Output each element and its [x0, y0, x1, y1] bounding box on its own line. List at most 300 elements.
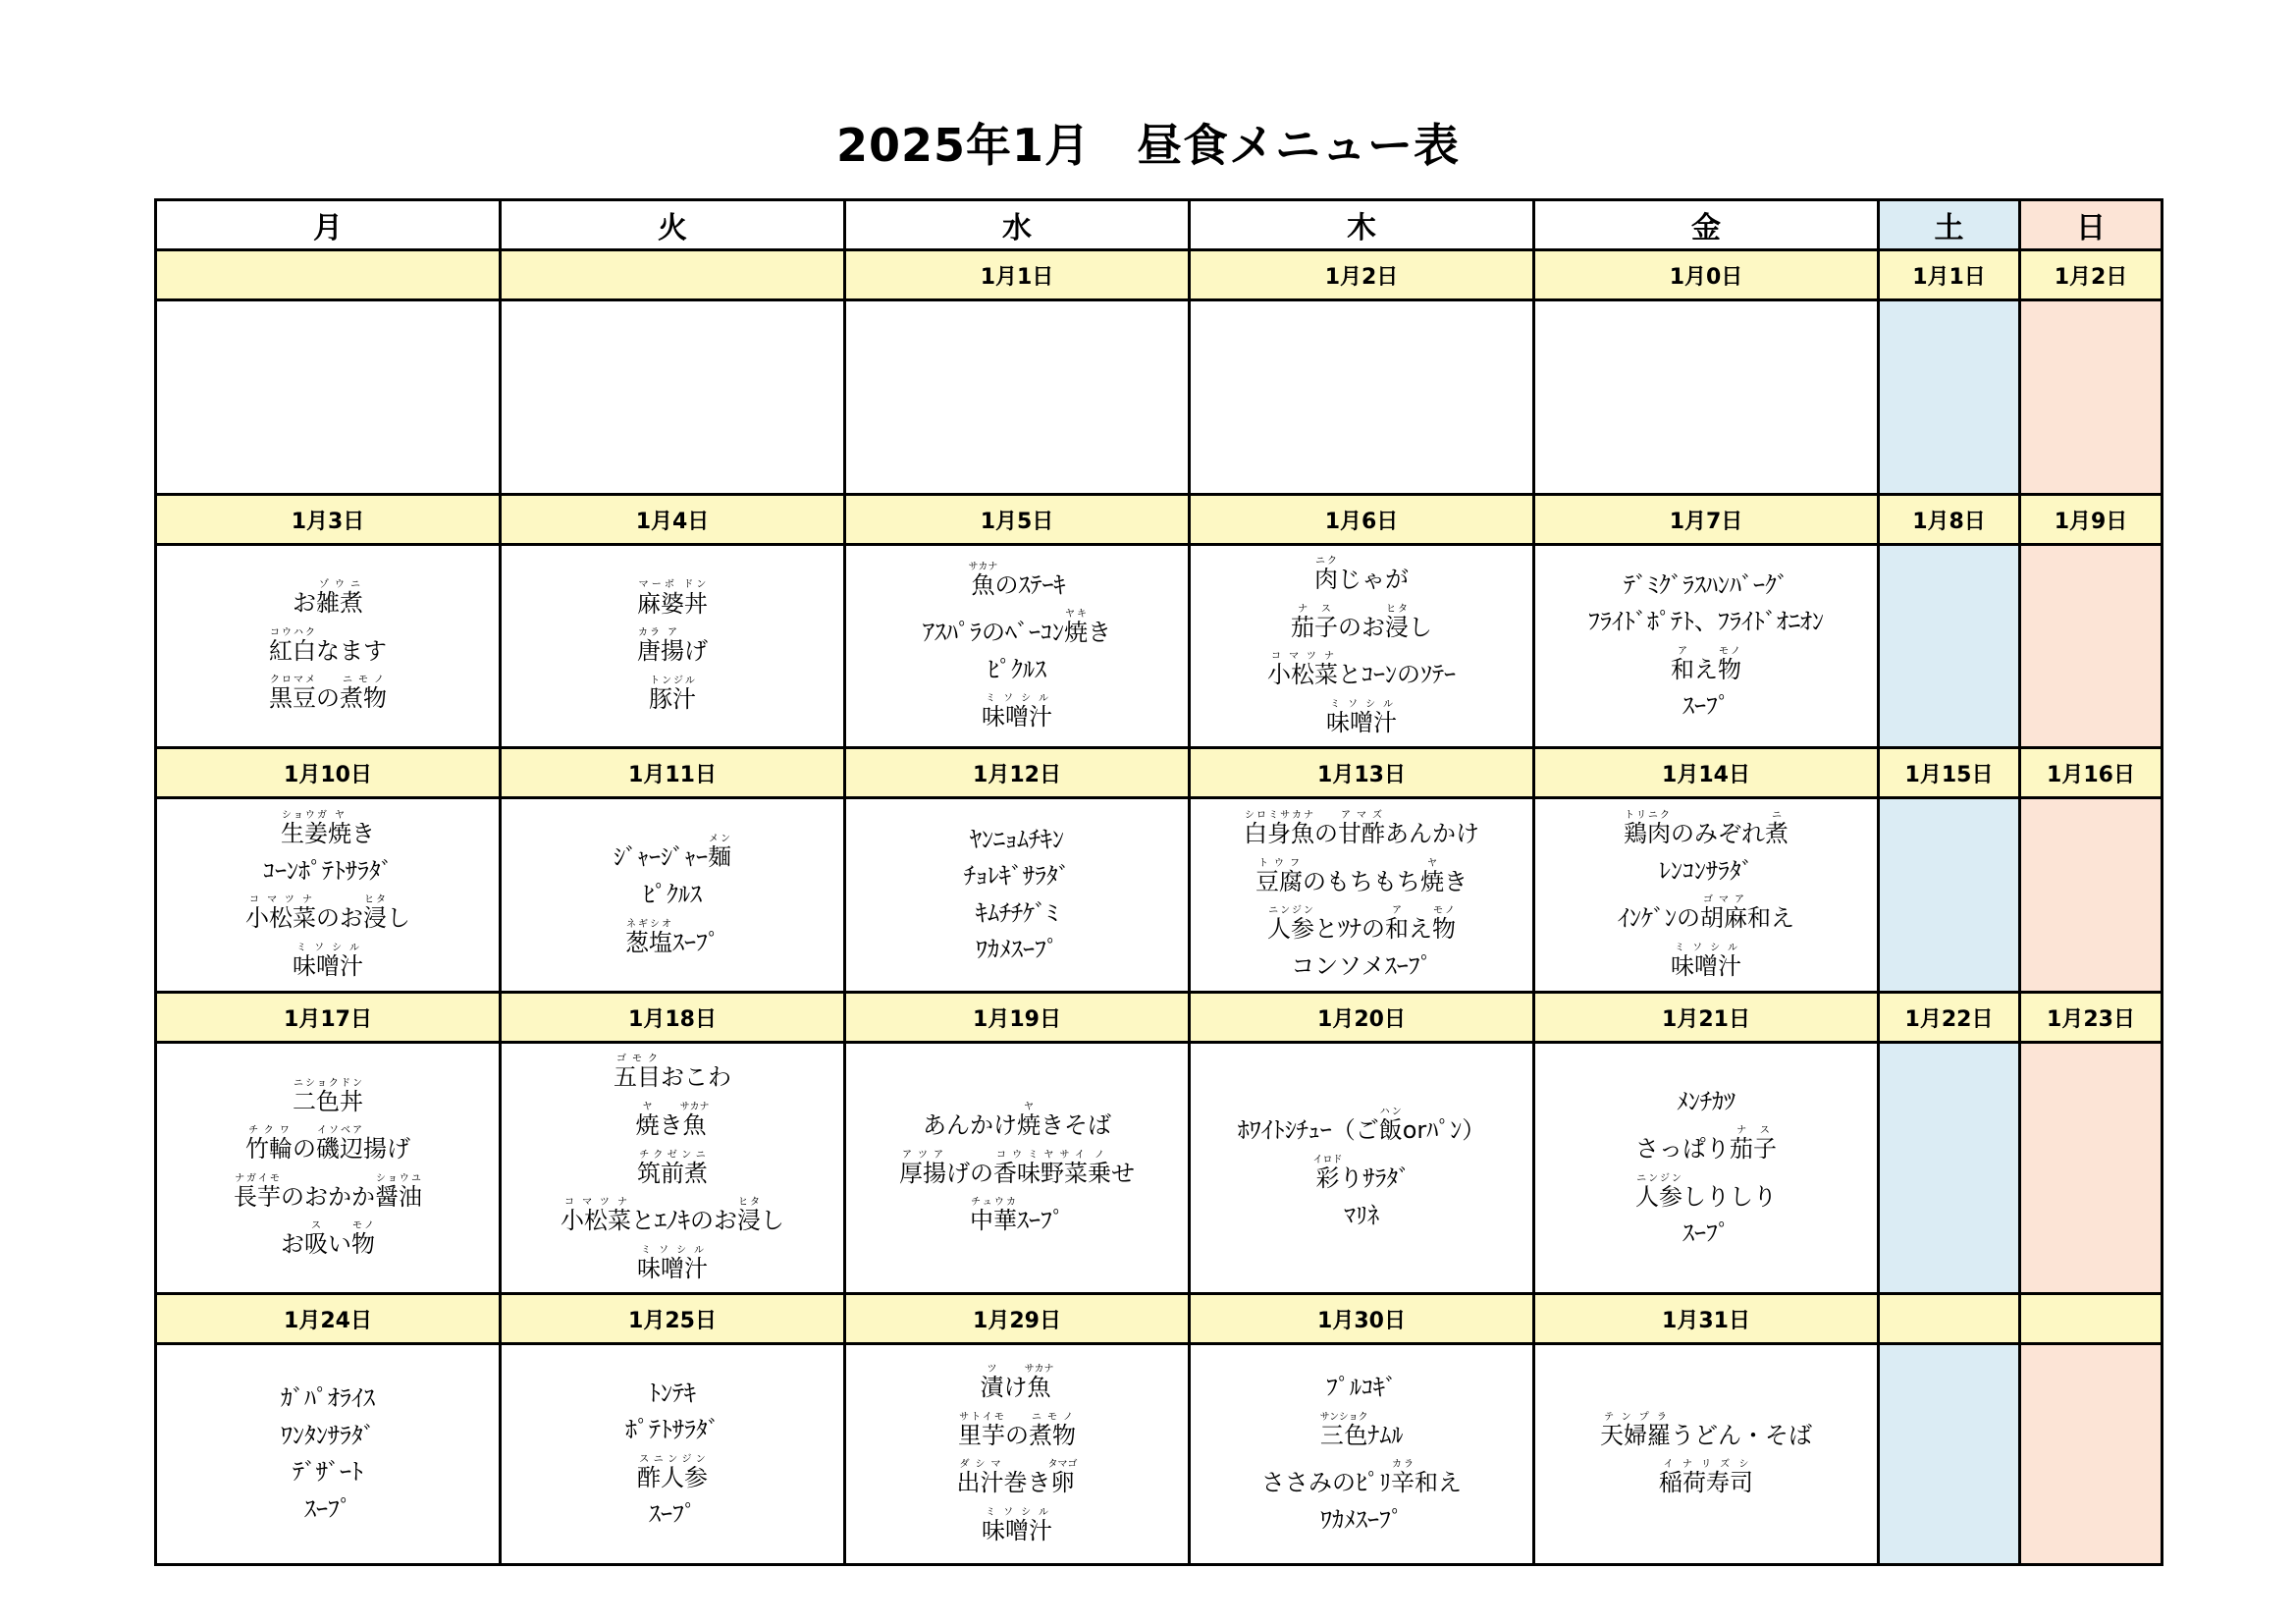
menu-item-kanji	[649, 675, 696, 713]
furigana: モノ	[351, 1220, 375, 1232]
menu-item-kanji	[234, 1172, 281, 1211]
date-cell-thu: 1月30日	[1190, 1294, 1534, 1344]
menu-item-text: 鶏肉	[1624, 820, 1671, 848]
menu-item	[502, 1417, 843, 1444]
date-row	[156, 1294, 2163, 1344]
menu-item-kanji	[1730, 1125, 1777, 1164]
menu-item-kanji	[982, 693, 1052, 731]
menu-cell-tue	[501, 300, 845, 495]
furigana: アツア	[899, 1149, 946, 1161]
menu-item-text: 焼	[1017, 1110, 1041, 1139]
menu-item-text: け	[1003, 1374, 1028, 1402]
menu-item	[1535, 1412, 1877, 1450]
menu-item	[1191, 1507, 1532, 1535]
menu-item	[502, 1501, 843, 1529]
furigana: ヤ	[1420, 857, 1444, 869]
menu-item	[502, 627, 843, 666]
menu-item-text: 焼	[328, 820, 351, 848]
menu-item	[157, 858, 499, 886]
furigana: ニモノ	[340, 675, 387, 686]
menu-item-text: ﾜﾝﾀﾝｻﾗﾀﾞ	[281, 1421, 375, 1449]
furigana: モノ	[1432, 905, 1456, 917]
menu-item-kanji	[1319, 1411, 1368, 1449]
date-cell-mon: 1月10日	[156, 748, 501, 798]
furigana: ニモノ	[1029, 1411, 1076, 1423]
menu-item-text: 豚汁	[649, 684, 696, 713]
menu-item-kanji	[351, 1220, 375, 1259]
menu-item-text: ﾃﾞｻﾞｰﾄ	[293, 1458, 363, 1487]
menu-item-kanji	[269, 626, 316, 665]
menu-cell-tue	[501, 1344, 845, 1565]
menu-cell-thu	[1190, 1344, 1534, 1565]
menu-cell-wed	[845, 798, 1190, 993]
menu-item-kanji	[958, 1411, 1005, 1449]
menu-item	[157, 579, 499, 618]
menu-item	[1191, 858, 1532, 896]
menu-item	[157, 1385, 499, 1413]
date-cell-sat	[1879, 1294, 2020, 1344]
date-cell-tue: 1月4日	[501, 495, 845, 545]
menu-item-text: ﾌﾟﾙｺｷﾞ	[1326, 1374, 1397, 1402]
date-cell-fri: 1月21日	[1534, 993, 1879, 1043]
menu-item-kanji	[1432, 905, 1456, 944]
menu-item-text: 茄子	[1730, 1135, 1777, 1164]
furigana: ス	[304, 1220, 328, 1232]
menu-item-text: ﾏﾘﾈ	[1344, 1201, 1379, 1229]
menu-item-text: 焼	[1420, 867, 1444, 895]
date-cell-mon	[156, 250, 501, 300]
menu-cell-thu	[1190, 1043, 1534, 1294]
menu-item-text: 厚揚	[899, 1159, 946, 1187]
menu-cell-sun	[2020, 798, 2163, 993]
menu-item-text: 物	[1432, 915, 1456, 944]
menu-item-text: 魚	[968, 570, 998, 599]
date-row	[156, 250, 2163, 300]
menu-item-text: 揚	[661, 637, 684, 666]
date-cell-sat: 1月22日	[1879, 993, 2020, 1043]
menu-item-text: ﾃﾞﾐｸﾞﾗｽﾊﾝﾊﾞｰｸﾞ	[1624, 570, 1789, 599]
menu-item-text: 人参	[1267, 915, 1314, 944]
weekday-header-sun: 日	[2020, 200, 2163, 250]
menu-cell-mon	[156, 545, 501, 748]
menu-item	[1535, 894, 1877, 933]
menu-item-text: 浸	[737, 1207, 761, 1235]
menu-row	[156, 545, 2163, 748]
menu-item-text: 小松菜	[1267, 661, 1338, 689]
menu-cell-fri	[1534, 300, 1879, 495]
menu-calendar-table	[154, 198, 2163, 1566]
menu-item-text: ｽｰﾌﾟ	[1682, 1219, 1730, 1248]
menu-item-text: 吸	[304, 1230, 328, 1259]
date-cell-tue: 1月11日	[501, 748, 845, 798]
menu-item-text: 胡麻	[1700, 904, 1747, 933]
menu-item-text: 和え	[1415, 1469, 1462, 1497]
furigana: メン	[708, 834, 731, 845]
furigana: ヤ	[328, 810, 351, 822]
menu-item	[502, 1197, 843, 1235]
menu-item	[157, 894, 499, 933]
menu-cell-thu	[1190, 545, 1534, 748]
menu-item-text: 人参	[1635, 1182, 1682, 1211]
menu-item-text: ﾚﾝｺﾝｻﾗﾀﾞ	[1659, 856, 1753, 885]
menu-item	[1191, 1155, 1532, 1193]
menu-item-text: 肉	[1314, 566, 1338, 593]
furigana: ア	[1385, 905, 1409, 917]
menu-item-kanji	[1326, 698, 1397, 736]
furigana: ヤ	[635, 1101, 660, 1112]
menu-item-kanji	[637, 1453, 708, 1491]
menu-item-kanji	[1064, 609, 1088, 647]
menu-item	[846, 1102, 1188, 1140]
menu-item-text: い	[328, 1230, 351, 1259]
menu-item-text: ｼﾞｬｰｼﾞｬｰ	[614, 843, 708, 872]
menu-item	[846, 900, 1188, 928]
menu-item	[157, 810, 499, 848]
menu-item-text: 漬	[980, 1374, 1004, 1402]
menu-item-kanji	[637, 1149, 708, 1187]
menu-item-text: ささみのﾋﾟﾘ	[1261, 1469, 1391, 1497]
menu-item-kanji	[304, 1220, 328, 1259]
menu-item-kanji	[561, 1197, 631, 1235]
furigana: ミソシル	[982, 1506, 1052, 1518]
menu-item	[1535, 1089, 1877, 1116]
menu-item-text: あんかけ	[1385, 820, 1479, 848]
menu-item-text: さっぱり	[1635, 1135, 1730, 1164]
menu-item-text: のお	[1338, 613, 1385, 641]
menu-item	[1535, 810, 1877, 848]
menu-item-text: お	[293, 589, 316, 618]
menu-item-text: 小松菜	[245, 904, 316, 933]
furigana: スニンジン	[637, 1453, 708, 1465]
date-cell-mon: 1月3日	[156, 495, 501, 545]
menu-item	[1535, 943, 1877, 981]
menu-item	[1191, 556, 1532, 594]
menu-item	[157, 675, 499, 713]
menu-item-text: のｽﾃｰｷ	[994, 570, 1066, 599]
menu-cell-thu	[1190, 300, 1534, 495]
furigana: サンショク	[1319, 1411, 1368, 1423]
date-cell-wed: 1月5日	[845, 495, 1190, 545]
furigana: ナス	[1730, 1125, 1777, 1137]
menu-item-kanji	[1024, 1364, 1054, 1402]
furigana: ゴマア	[1700, 894, 1747, 906]
menu-item-kanji	[328, 810, 351, 848]
menu-item	[1535, 858, 1877, 886]
menu-cell-thu	[1190, 798, 1534, 993]
date-cell-thu: 1月20日	[1190, 993, 1534, 1043]
menu-item-text: 彩	[1312, 1164, 1343, 1193]
menu-item-kanji	[1017, 1101, 1041, 1139]
menu-item	[1191, 810, 1532, 848]
menu-cell-tue	[501, 798, 845, 993]
menu-item-text: とﾂﾅの	[1314, 915, 1385, 944]
menu-item	[502, 1245, 843, 1283]
menu-item-text: おこわ	[661, 1063, 731, 1092]
menu-cell-tue	[501, 545, 845, 748]
furigana: ミソシル	[1326, 698, 1397, 710]
menu-item-kanji	[281, 810, 328, 848]
menu-item-text: 黒豆	[269, 684, 316, 713]
menu-item-text: 和	[1385, 915, 1409, 944]
menu-item-kanji	[269, 675, 316, 713]
furigana: ニク	[1314, 556, 1338, 567]
menu-item	[157, 1220, 499, 1259]
menu-item-kanji	[1765, 810, 1789, 848]
furigana: ショウガ	[281, 810, 328, 822]
menu-item	[846, 1150, 1188, 1188]
menu-cell-sun	[2020, 545, 2163, 748]
menu-item	[1191, 905, 1532, 944]
menu-item-kanji	[1029, 1411, 1076, 1449]
menu-item-text: せ	[1111, 1159, 1135, 1187]
furigana: コマツナ	[1267, 651, 1338, 663]
menu-item-text: 出汁	[956, 1469, 1004, 1497]
menu-item-text: ｷﾑﾁﾁｹﾞﾐ	[976, 898, 1058, 927]
weekday-header-thu: 木	[1190, 200, 1534, 250]
menu-item	[502, 882, 843, 909]
date-cell-fri: 1月0日	[1534, 250, 1879, 300]
furigana: ナガイモ	[234, 1172, 281, 1184]
menu-item-text: ｽｰﾌﾟ	[672, 928, 720, 956]
weekday-header-sat: 土	[1879, 200, 2020, 250]
menu-cell-wed	[845, 545, 1190, 748]
menu-item-kanji	[316, 579, 363, 618]
menu-item-text: 味噌汁	[293, 951, 363, 980]
menu-item-kanji	[293, 1077, 363, 1115]
date-cell-tue	[501, 250, 845, 300]
menu-item-kanji	[340, 675, 387, 713]
weekday-header-wed: 水	[845, 200, 1190, 250]
menu-item	[1191, 1203, 1532, 1230]
furigana: ア	[1671, 645, 1694, 657]
furigana: トリニク	[1624, 810, 1671, 822]
menu-cell-mon	[156, 300, 501, 495]
menu-item-text: げの	[946, 1159, 993, 1187]
menu-item	[846, 863, 1188, 891]
menu-item-text: 竹輪	[245, 1135, 293, 1164]
menu-item	[846, 1507, 1188, 1545]
furigana: ツ	[980, 1364, 1004, 1376]
menu-item-kanji	[1255, 857, 1303, 895]
menu-item-text: き	[351, 820, 375, 848]
furigana: サカナ	[968, 561, 998, 572]
menu-item-text: 二色丼	[293, 1087, 363, 1115]
menu-item-text: ｲﾝｹﾞﾝの	[1618, 904, 1700, 933]
menu-cell-sat	[1879, 1043, 2020, 1294]
furigana: ナス	[1291, 603, 1338, 615]
menu-item	[1535, 646, 1877, 684]
menu-item-text: うどん・そば	[1671, 1421, 1812, 1449]
menu-item-text: ﾎﾜｲﾄｼﾁｭｰ（ご	[1237, 1116, 1379, 1145]
menu-item-kanji	[245, 894, 316, 933]
furigana: サトイモ	[958, 1411, 1005, 1423]
date-row	[156, 748, 2163, 798]
menu-item-text: ｶﾞﾊﾟｵﾗｲｽ	[281, 1384, 375, 1413]
menu-row	[156, 798, 2163, 993]
menu-item-text: ｽｰﾌﾟ	[649, 1500, 696, 1529]
furigana: ニ	[1765, 810, 1789, 822]
furigana: ニショクドン	[293, 1077, 363, 1089]
menu-item-kanji	[1047, 1459, 1078, 1497]
menu-item	[1191, 604, 1532, 642]
date-cell-sun	[2020, 1294, 2163, 1344]
menu-item-kanji	[637, 578, 708, 618]
menu-item	[1191, 1375, 1532, 1402]
menu-item-text: 卵	[1047, 1469, 1078, 1497]
menu-item	[1191, 699, 1532, 737]
furigana: イロド	[1312, 1155, 1343, 1166]
menu-item	[502, 1454, 843, 1492]
menu-item-kanji	[637, 1244, 708, 1282]
menu-row	[156, 1344, 2163, 1565]
menu-cell-mon	[156, 798, 501, 993]
date-cell-tue: 1月25日	[501, 1294, 845, 1344]
furigana: カラ	[1391, 1459, 1415, 1471]
menu-item-text: 稲荷寿司	[1659, 1469, 1753, 1497]
date-cell-wed: 1月12日	[845, 748, 1190, 798]
menu-item-text: 香味野菜	[993, 1159, 1088, 1187]
menu-item-kanji	[363, 894, 387, 933]
date-cell-wed: 1月1日	[845, 250, 1190, 300]
furigana: クロマメ	[269, 675, 316, 686]
menu-item-text: 浸	[1385, 613, 1409, 641]
menu-item-text: 唐	[637, 637, 661, 666]
menu-cell-fri	[1534, 1043, 1879, 1294]
menu-item	[502, 834, 843, 872]
menu-item-text: 生姜	[281, 820, 328, 848]
furigana: アマズ	[1338, 810, 1385, 822]
menu-item	[157, 1423, 499, 1450]
menu-item	[502, 1054, 843, 1092]
furigana: コウミヤサイ	[993, 1149, 1088, 1161]
furigana: モノ	[1718, 645, 1741, 657]
menu-item-kanji	[1671, 645, 1694, 683]
menu-cell-sun	[2020, 1043, 2163, 1294]
menu-item-kanji	[375, 1172, 422, 1211]
furigana: ショウユ	[375, 1172, 422, 1184]
page-title: 2025年1月 昼食メニュー表	[835, 119, 1461, 172]
menu-item-text: 茄子	[1291, 613, 1338, 641]
menu-item	[846, 937, 1188, 964]
menu-cell-fri	[1534, 798, 1879, 993]
menu-item-text: きそば	[1041, 1110, 1111, 1139]
menu-item-text: 紅白	[269, 636, 316, 665]
menu-item-text: 煮物	[340, 684, 387, 713]
menu-item-kanji	[635, 1101, 660, 1139]
menu-item-text: じゃが	[1338, 566, 1409, 593]
menu-item-text: のもちもち	[1303, 867, 1420, 895]
menu-item	[846, 827, 1188, 854]
menu-item-text: 味噌汁	[637, 1254, 708, 1282]
menu-item-text: 揚げ	[363, 1135, 410, 1164]
menu-item	[157, 1125, 499, 1164]
furigana: ミソシル	[982, 693, 1052, 705]
menu-item-text: の	[293, 1135, 316, 1164]
furigana: ヒタ	[737, 1197, 761, 1209]
menu-cell-sat	[1879, 798, 2020, 993]
date-cell-sat: 1月15日	[1879, 748, 2020, 798]
menu-item-text: ｽｰﾌﾟ	[304, 1494, 351, 1523]
menu-item-kanji	[1267, 905, 1314, 944]
menu-item-kanji	[1291, 603, 1338, 641]
menu-item	[502, 1380, 843, 1408]
menu-item-text: 焼	[1064, 619, 1088, 647]
furigana: ミソシル	[293, 942, 363, 953]
menu-item-text: 和	[1671, 655, 1694, 683]
furigana: ゴモク	[614, 1054, 661, 1065]
date-cell-mon: 1月17日	[156, 993, 501, 1043]
menu-item-text: 白身魚	[1244, 820, 1314, 848]
menu-item-text: のおかか	[281, 1182, 375, 1211]
menu-cell-fri	[1534, 545, 1879, 748]
menu-item-kanji	[1088, 1149, 1111, 1187]
menu-item-text: 煮物	[1029, 1421, 1076, 1449]
menu-item-text: 巻き	[1003, 1469, 1051, 1497]
menu-item	[1535, 693, 1877, 721]
menu-item-kanji	[625, 918, 672, 956]
furigana: イナリズシ	[1659, 1459, 1753, 1471]
menu-item	[502, 1102, 843, 1140]
menu-item-text: の	[1314, 820, 1338, 848]
menu-item-text: 魚	[679, 1110, 710, 1139]
menu-item-text: し	[1409, 613, 1432, 641]
furigana: ゾウニ	[316, 579, 363, 591]
menu-item	[846, 609, 1188, 647]
furigana: タマゴ	[1047, 1459, 1078, 1471]
furigana: ア	[661, 627, 684, 639]
menu-item	[1535, 1459, 1877, 1497]
menu-item-text: 酢人参	[637, 1463, 708, 1491]
menu-item	[846, 1364, 1188, 1402]
date-cell-mon: 1月24日	[156, 1294, 501, 1344]
menu-item-text: ﾌﾗｲﾄﾞﾎﾟﾃﾄ、ﾌﾗｲﾄﾞｵﾆｵﾝ	[1588, 608, 1824, 636]
weekday-header-row	[156, 200, 2163, 250]
menu-item	[1191, 1107, 1532, 1145]
menu-item-kanji	[1312, 1155, 1343, 1193]
menu-item	[157, 1459, 499, 1487]
menu-item-text: のみぞれ	[1671, 820, 1765, 848]
furigana: ダシマ	[956, 1459, 1004, 1471]
menu-item	[846, 693, 1188, 731]
menu-item-text: 魚	[1024, 1374, 1054, 1402]
furigana: チクワ	[245, 1125, 293, 1137]
furigana: チュウカ	[970, 1197, 1017, 1209]
date-row	[156, 495, 2163, 545]
menu-cell-sat	[1879, 300, 2020, 495]
menu-item-text: orﾊﾟﾝ）	[1402, 1116, 1486, 1145]
menu-item	[846, 1412, 1188, 1450]
menu-item-kanji	[245, 1125, 293, 1164]
menu-item-text: 醤油	[375, 1182, 422, 1211]
menu-item-text: 物	[351, 1230, 375, 1259]
menu-item-text: とｴﾉｷのお	[631, 1207, 737, 1235]
furigana: ノ	[1088, 1149, 1111, 1161]
menu-item-text: 雑煮	[316, 589, 363, 618]
date-cell-sun: 1月23日	[2020, 993, 2163, 1043]
menu-item-text: ﾜｶﾒｽｰﾌﾟ	[976, 936, 1058, 964]
menu-cell-sat	[1879, 545, 2020, 748]
menu-item-text: 乗	[1088, 1159, 1111, 1187]
furigana: ネギシオ	[625, 918, 672, 930]
menu-item-text: 三色	[1319, 1421, 1368, 1449]
furigana: ヤ	[1017, 1101, 1041, 1112]
furigana: カラ	[637, 627, 661, 639]
menu-item-text: ｽｰﾌﾟ	[1017, 1207, 1064, 1235]
menu-item-text: ｱｽﾊﾟﾗのﾍﾞｰｺﾝ	[923, 619, 1064, 647]
menu-item-kanji	[956, 1459, 1004, 1497]
menu-item-text: ﾔﾝﾆｮﾑﾁｷﾝ	[970, 825, 1064, 853]
date-cell-thu: 1月13日	[1190, 748, 1534, 798]
